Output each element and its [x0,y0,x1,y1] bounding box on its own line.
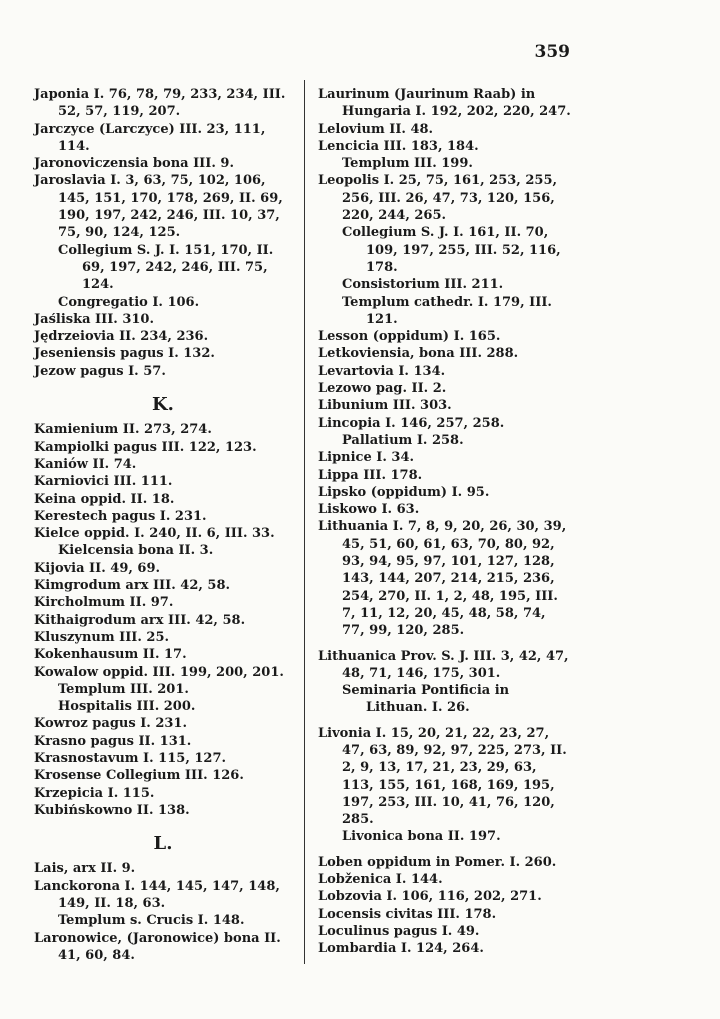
index-entry: Lipsko (oppidum) I. 95. [318,484,490,500]
index-entry: Laurinum (Jaurinum Raab) in Hungaria I. 192, 202, 220, 247. [318,87,571,120]
index-subentry: Collegium S. J. I. 151, 170, II. 69, 197, 242, 246, III. 75, 124. [58,242,274,293]
index-entry: Lencicia III. 183, 184. [318,138,479,154]
index-entry: Jarczyce (Larczyce) III. 23, 111, 114. [34,121,266,154]
index-entry: Kowroz pagus I. 231. [34,716,187,732]
index-entry: Letkoviensia, bona III. 288. [318,346,519,362]
index-subentry: Consistorium III. 211. [342,277,504,293]
index-entry: Liskowo I. 63. [318,502,420,518]
index-entry: Kamienium II. 273, 274. [34,422,212,438]
index-entry: Lanckorona I. 144, 145, 147, 148, 149, II. 18, 63. [34,878,280,912]
index-entry: Kubińskowno II. 138. [34,802,190,818]
index-entry: Jaśliska III. 310. [34,311,155,327]
index-entry: Kaniów II. 74. [34,456,137,472]
index-entry: Lipnice I. 34. [318,450,415,466]
index-entry: Lithuania I. 7, 8, 9, 20, 26, 30, 39, 45, 51, 60, 61, 63, 70, 80, 92, 93, 94, 95, 97, 101, 127, 128, 143, 144, 207, 214, 215, 236, 254, 270, II. 1, 2, 48, 195, III. 7, 11, 12, 20, 45, 48, 58, 74, 77, 99, 120, 285. [318,519,567,639]
index-subentry: Pallatium I. 258. [342,432,464,448]
index-entry: Libunium III. 303. [318,398,452,414]
index-subentry: Kielcensia bona II. 3. [58,543,214,559]
index-entry: Kircholmum II. 97. [34,595,174,611]
index-entry: Kowalow oppid. III. 199, 200, 201. [34,664,284,680]
index-entry: Kampiolki pagus III. 122, 123. [34,439,257,455]
index-entry: Loben oppidum in Pomer. I. 260. [318,854,557,870]
section-letter-heading: L. [153,833,173,855]
index-entry: Krasnostavum I. 115, 127. [34,750,227,766]
index-entry: Japonia I. 76, 78, 79, 233, 234, III. 52, 57, 119, 207. [34,87,286,120]
index-subentry: Templum III. 201. [58,681,189,697]
index-entry: Lippa III. 178. [318,467,423,483]
column-divider [304,80,305,964]
index-entry: Kijovia II. 49, 69. [34,560,161,576]
index-entry: Kielce oppid. I. 240, II. 6, III. 33. [34,526,275,542]
index-entry: Laronowice, (Jaronowice) bona II. 41, 60, 84. [34,930,281,963]
index-entry: Krzepicia I. 115. [34,785,155,801]
index-entry: Jezow pagus I. 57. [34,363,166,379]
section-letter-heading: K. [152,394,174,416]
index-entry: Krasno pagus II. 131. [34,733,192,749]
index-subentry: Seminaria Pontificia in Lithuan. I. 26. [342,683,510,716]
index-entry: Karniovici III. 111. [34,474,173,490]
index-column-right [318,86,572,958]
index-entry: Lais, arx II. 9. [34,861,136,877]
index-entry: Lelovium II. 48. [318,121,434,137]
index-column-left [34,86,292,964]
index-entry: Krosense Collegium III. 126. [34,768,244,784]
index-entry: Kithaigrodum arx III. 42, 58. [34,612,246,628]
index-entry: Kluszynum III. 25. [34,629,170,645]
page-number: 359 [534,42,570,62]
index-entry: Lesson (oppidum) I. 165. [318,329,501,345]
index-subentry: Templum cathedr. I. 179, III. 121. [342,294,552,327]
index-subentry: Templum s. Crucis I. 148. [58,913,245,929]
index-entry: Jaroslavia I. 3, 63, 75, 102, 106, 145, 151, 170, 178, 269, II. 69, 190, 197, 242, 246, III. 10, 37, 75, 90, 124, 125. [34,173,283,241]
index-subentry: Collegium S. J. I. 161, II. 70, 109, 197, 255, III. 52, 116, 178. [342,225,561,275]
index-entry: Kokenhausum II. 17. [34,647,187,663]
index-subentry: Livonica bona II. 197. [342,829,501,845]
index-entry: Jędrzeiovia II. 234, 236. [34,329,209,345]
index-subentry: Congregatio I. 106. [58,294,200,310]
index-entry: Lombardia I. 124, 264. [318,941,484,957]
index-entry: Leopolis I. 25, 75, 161, 253, 255, 256, III. 26, 47, 73, 120, 156, 220, 244, 265. [318,173,558,224]
index-entry: Lobženica I. 144. [318,872,443,888]
index-entry: Locensis civitas III. 178. [318,906,497,922]
index-entry: Livonia I. 15, 20, 21, 22, 23, 27, 47, 63, 89, 92, 97, 225, 273, II. 2, 9, 13, 17, 21, 23, 29, 63, 113, 155, 161, 168, 169, 195, 197, 253, III. 10, 41, 76, 120, 285. [318,725,567,828]
index-subentry: Templum III. 199. [342,156,473,172]
index-entry: Lincopia I. 146, 257, 258. [318,415,505,431]
index-entry: Keina oppid. II. 18. [34,491,175,507]
index-entry: Lezowo pag. II. 2. [318,381,447,397]
index-entry: Lithuanica Prov. S. J. III. 3, 42, 47, 48, 71, 146, 175, 301. [318,648,569,681]
index-entry: Loculinus pagus I. 49. [318,923,480,939]
index-entry: Levartovia I. 134. [318,363,446,379]
index-entry: Kimgrodum arx III. 42, 58. [34,578,231,594]
index-entry: Jaronoviczensia bona III. 9. [34,156,234,172]
index-entry: Jeseniensis pagus I. 132. [34,346,215,362]
index-entry: Kerestech pagus I. 231. [34,508,207,524]
index-entry: Lobzovia I. 106, 116, 202, 271. [318,889,542,905]
index-subentry: Hospitalis III. 200. [58,699,196,715]
